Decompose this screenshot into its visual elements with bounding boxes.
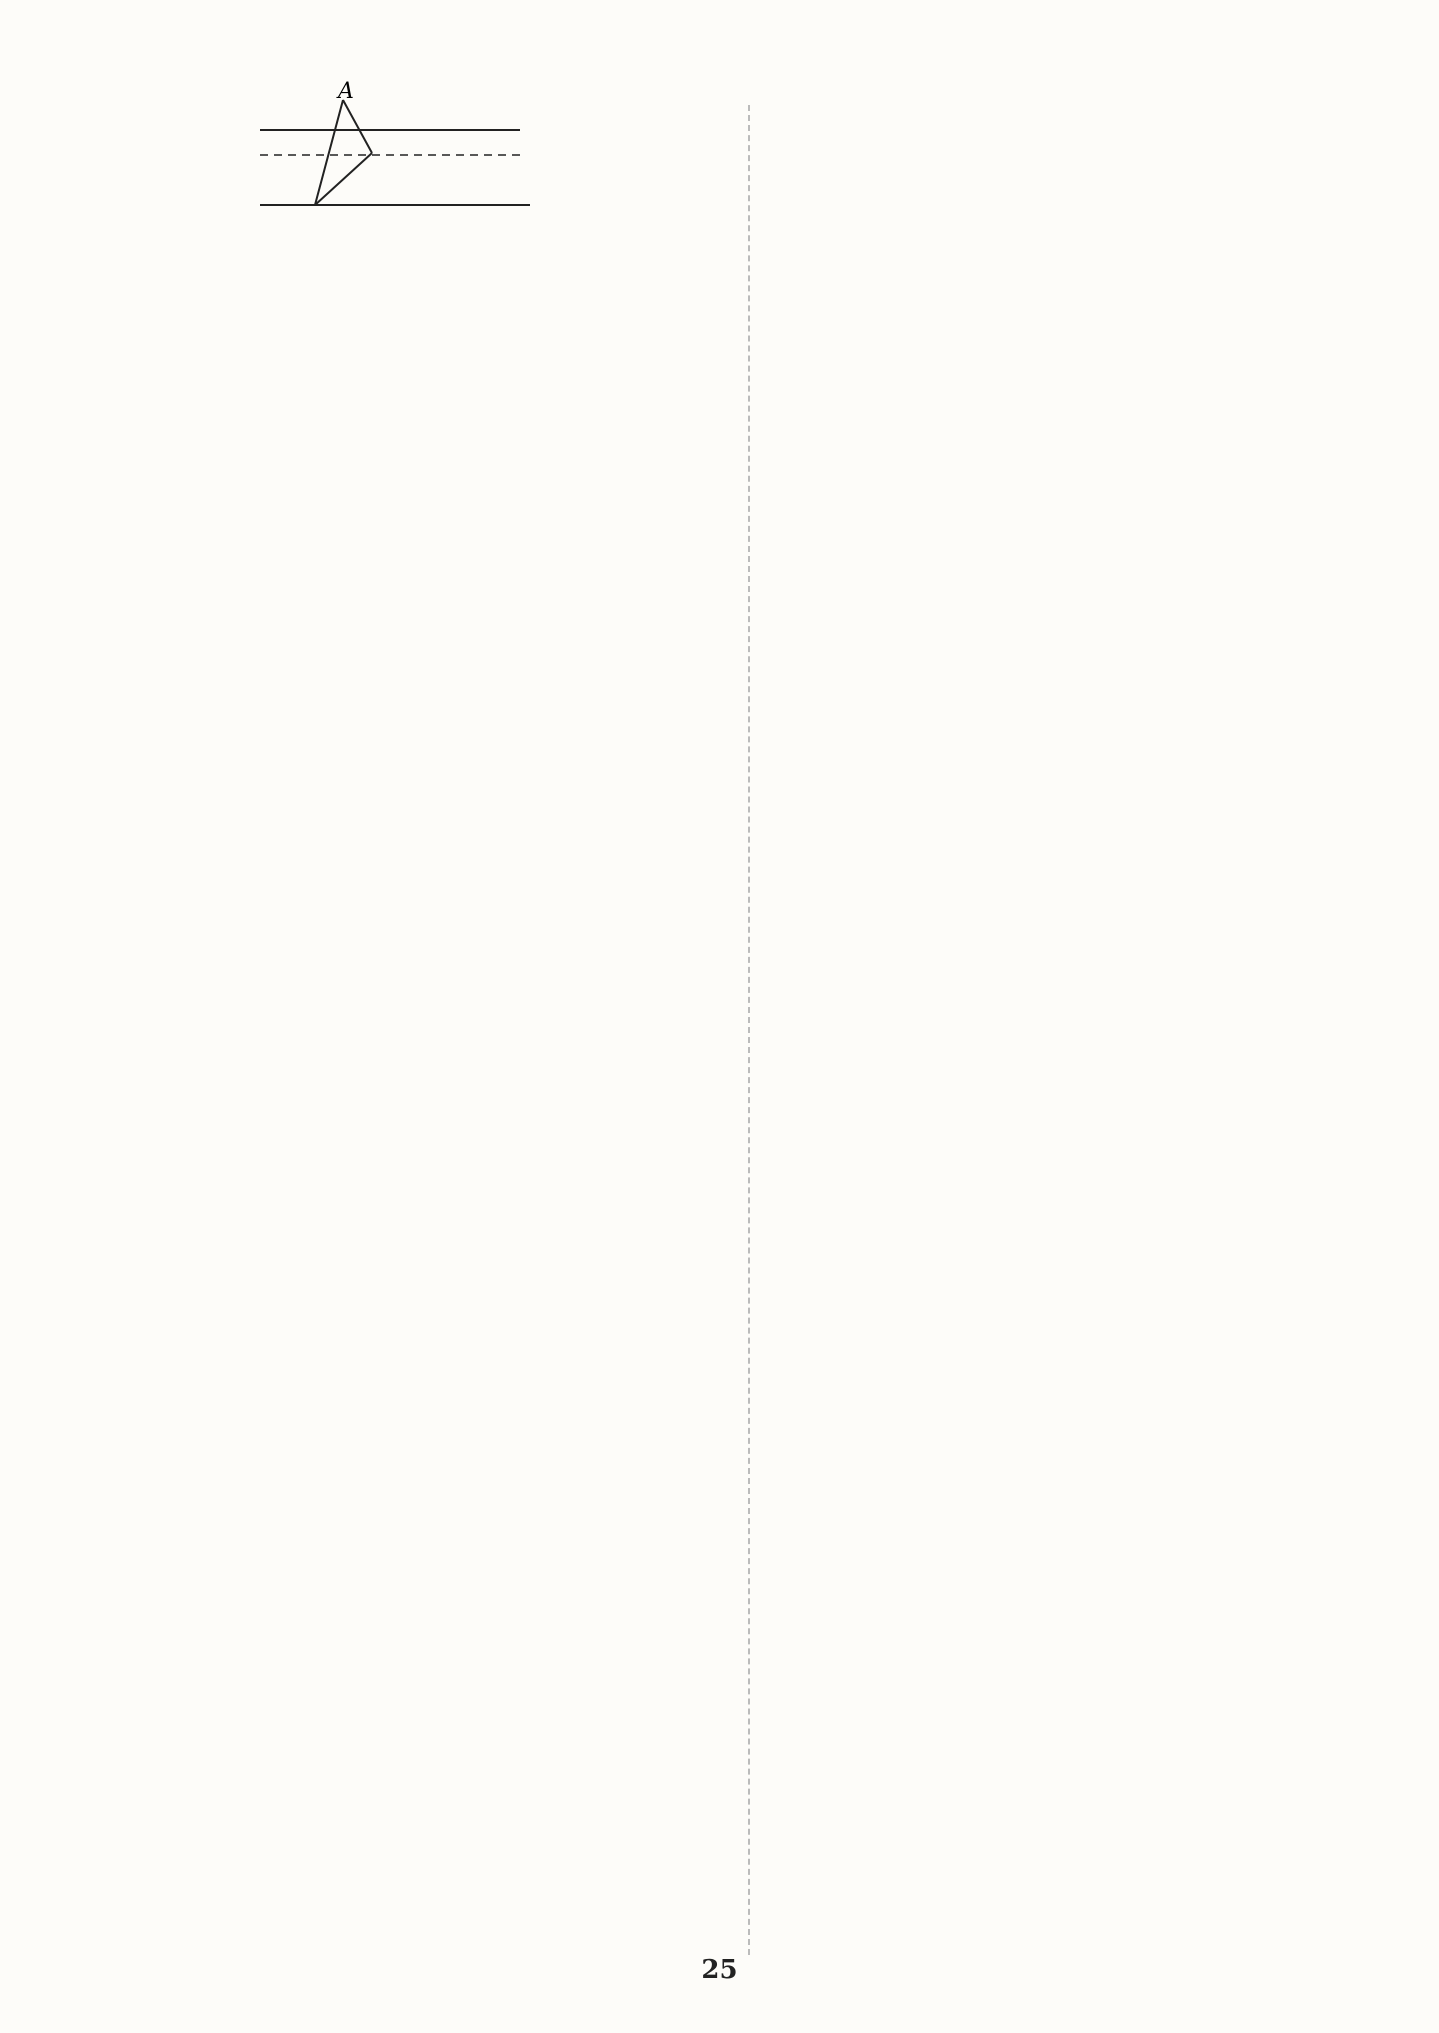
column-divider bbox=[748, 105, 750, 1955]
svg-text:A: A bbox=[338, 79, 354, 104]
parallel-lines-diagram bbox=[140, 79, 720, 293]
page-number: 25 bbox=[701, 1955, 738, 1985]
left-column bbox=[140, 79, 720, 293]
parallel-lines-figure bbox=[140, 79, 720, 293]
